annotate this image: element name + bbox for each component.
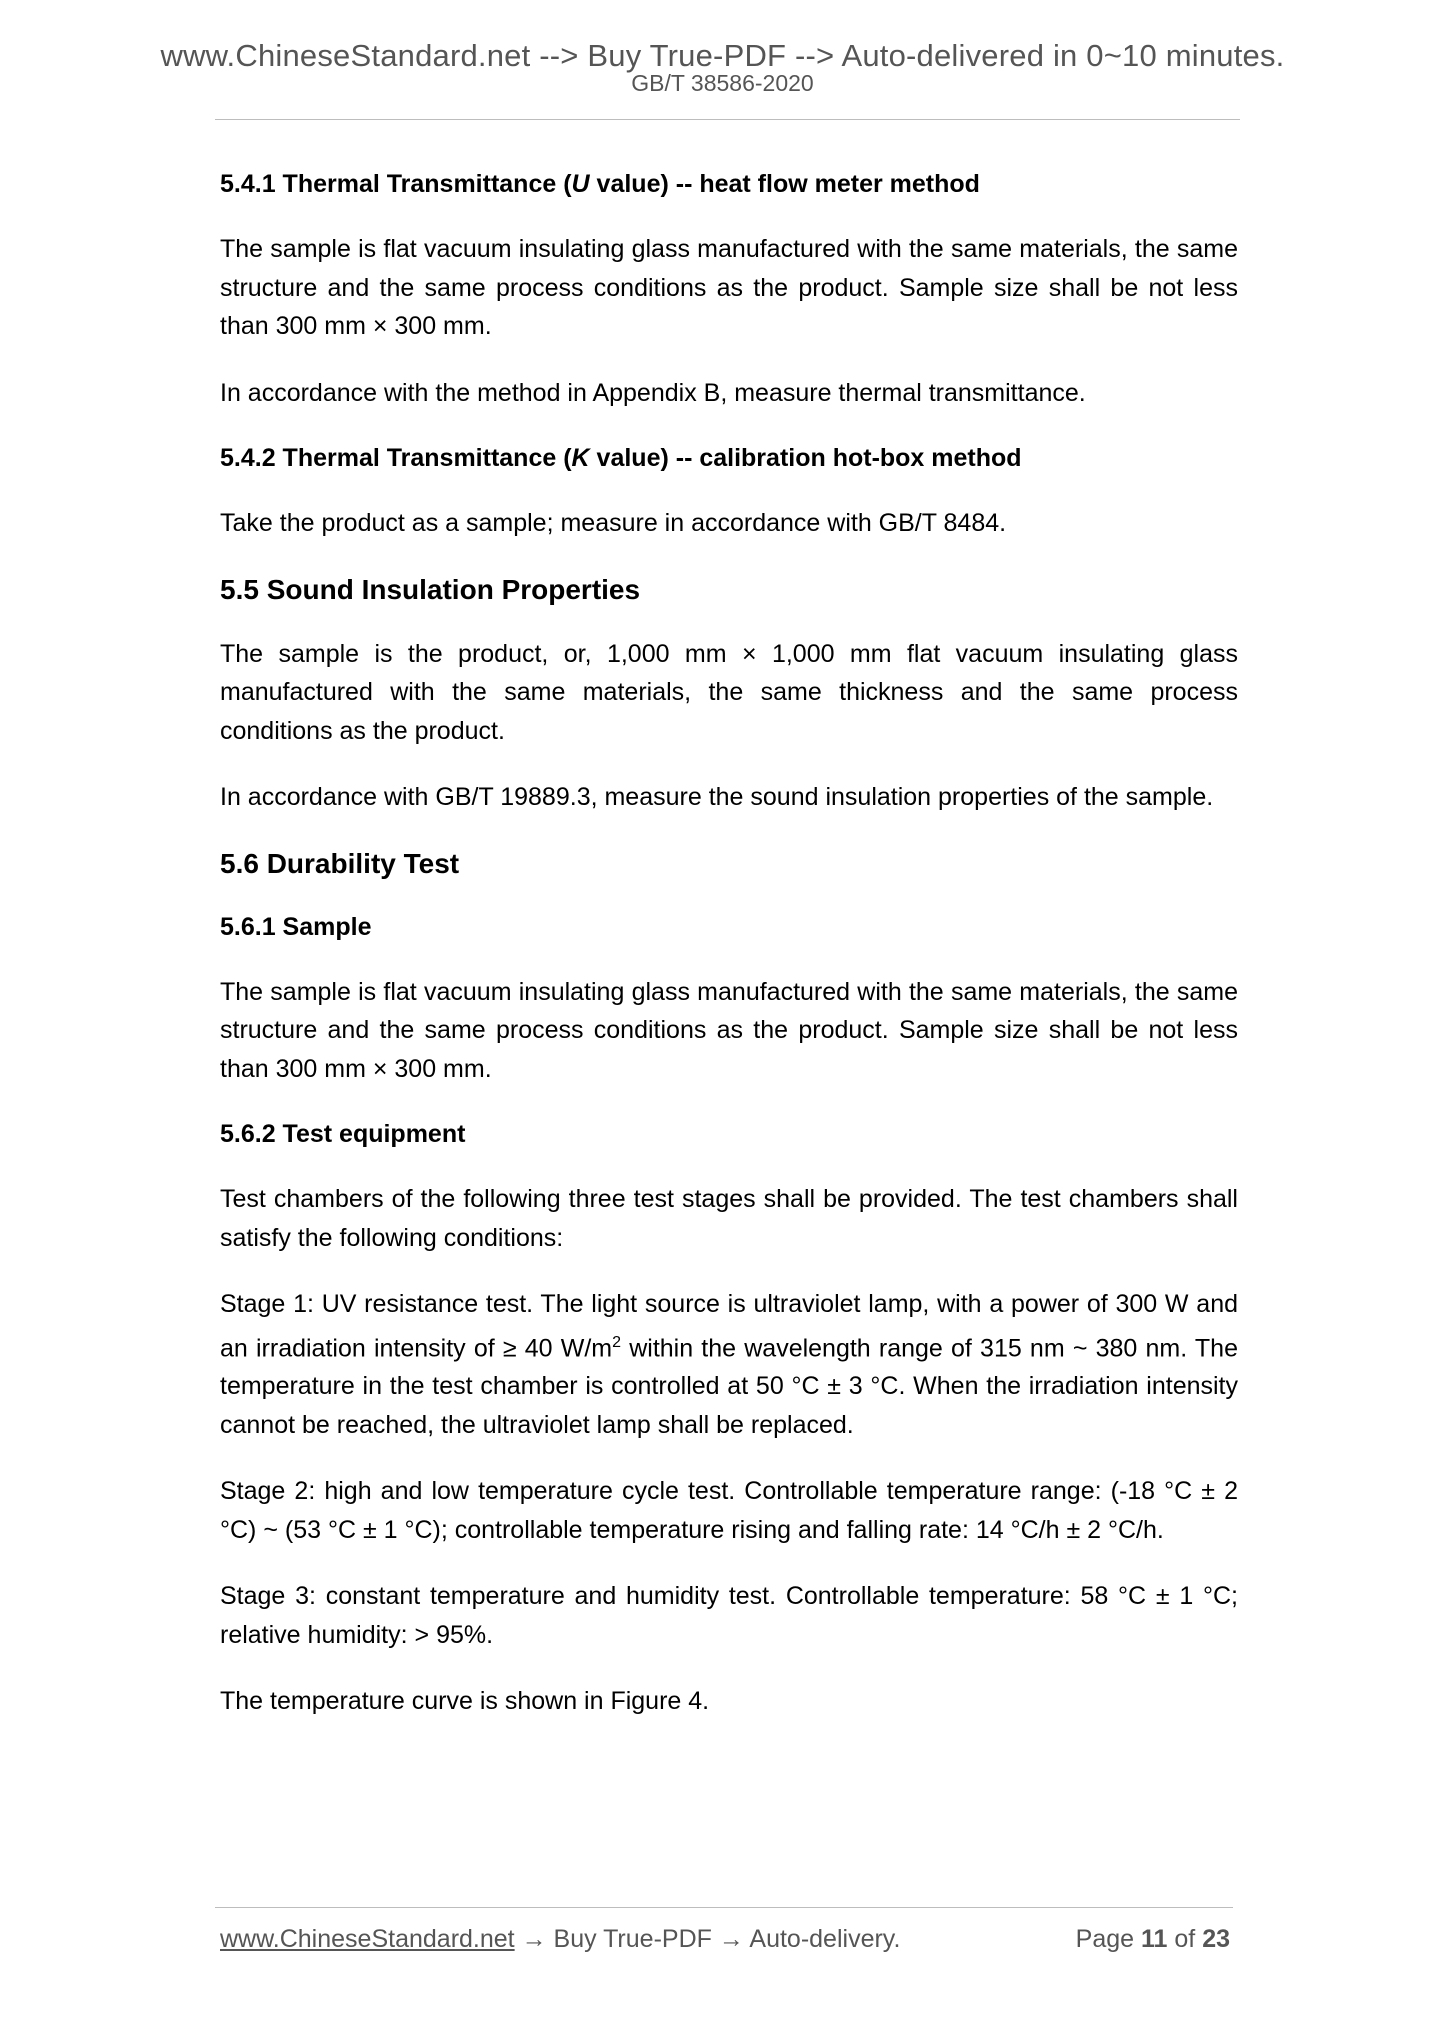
paragraph-stage-3: Stage 3: constant temperature and humidity test. Controllable temperature: 58 °C ± 1 °C; relative humidity: > 95%.	[220, 1582, 1238, 1649]
footer-link[interactable]: www.ChineseStandard.net	[220, 1925, 515, 1953]
footer	[220, 1925, 1230, 1954]
heading-5-4-1: 5.4.1 Thermal Transmittance (U value) -- heat flow meter method	[220, 170, 980, 198]
heading-5-6-1: 5.6.1 Sample	[220, 912, 372, 941]
header-banner: www.ChineseStandard.net --> Buy True-PDF --> Auto-delivered in 0~10 minutes.	[160, 38, 1285, 73]
paragraph: Test chambers of the following three test stages shall be provided. The test chambers shall satisfy the following conditions:	[220, 1185, 1238, 1252]
footer-text: → Buy True-PDF → Auto-delivery.	[514, 1925, 901, 1953]
page-total: 23	[1202, 1925, 1230, 1953]
paragraph: The sample is flat vacuum insulating glass manufactured with the same materials, the same structure and the same process conditions as the product. Sample size shall be not less than 300 mm × 300 mm.	[220, 235, 1238, 340]
heading-5-5: 5.5 Sound Insulation Properties	[220, 573, 641, 605]
heading-variable-u: U	[571, 170, 590, 198]
heading-5-6: 5.6 Durability Test	[220, 847, 460, 879]
heading-5-6-2: 5.6.2 Test equipment	[220, 1120, 466, 1148]
paragraph: The sample is the product, or, 1,000 mm × 1,000 mm flat vacuum insulating glass manufactured with the same materials, the same thickness and the same process conditions as the product.	[220, 639, 1238, 745]
paragraph-stage-2: Stage 2: high and low temperature cycle test. Controllable temperature range: (-18 °C ± 2 °C) ~ (53 °C ± 1 °C); controllable temperature rising and falling rate: 14 °C/h ± 2 °C/h.	[220, 1477, 1238, 1544]
footer-divider	[215, 1907, 1233, 1908]
paragraph: The temperature curve is shown in Figure 4.	[220, 1687, 710, 1716]
paragraph: The sample is flat vacuum insulating glass manufactured with the same materials, the same structure and the same process conditions as the product. Sample size shall be not less than 300 mm × 300 mm.	[220, 977, 1238, 1083]
heading-variable-k: K	[571, 444, 590, 472]
paragraph: In accordance with the method in Appendix B, measure thermal transmittance.	[220, 378, 1086, 407]
superscript: 2	[612, 1333, 622, 1351]
header-divider	[215, 119, 1240, 120]
paragraph: In accordance with GB/T 19889.3, measure the sound insulation properties of the sample.	[220, 783, 1214, 811]
document-body	[220, 166, 1238, 1749]
paragraph-stage-1: Stage 1: UV resistance test. The light source is ultraviolet lamp, with a power of 300 W and an irradiation intensity of ≥ 40 $W/m^2$ within the wavelength range of 315 nm ~ 380 nm. The temperature in the test chamber is controlled at 50 °C ± 3 °C. When the irradiation intensity cannot be reached, the ultraviolet lamp shall be replaced.	[220, 1290, 1238, 1439]
standard-code: GB/T 38586-2020	[631, 70, 814, 96]
page-indicator: Page 11 of 23	[1075, 1925, 1230, 1953]
paragraph: Take the product as a sample; measure in accordance with GB/T 8484.	[220, 509, 1007, 537]
heading-5-4-2: 5.4.2 Thermal Transmittance (K value) -- calibration hot-box method	[220, 444, 1022, 472]
page-number: 11	[1141, 1925, 1168, 1953]
